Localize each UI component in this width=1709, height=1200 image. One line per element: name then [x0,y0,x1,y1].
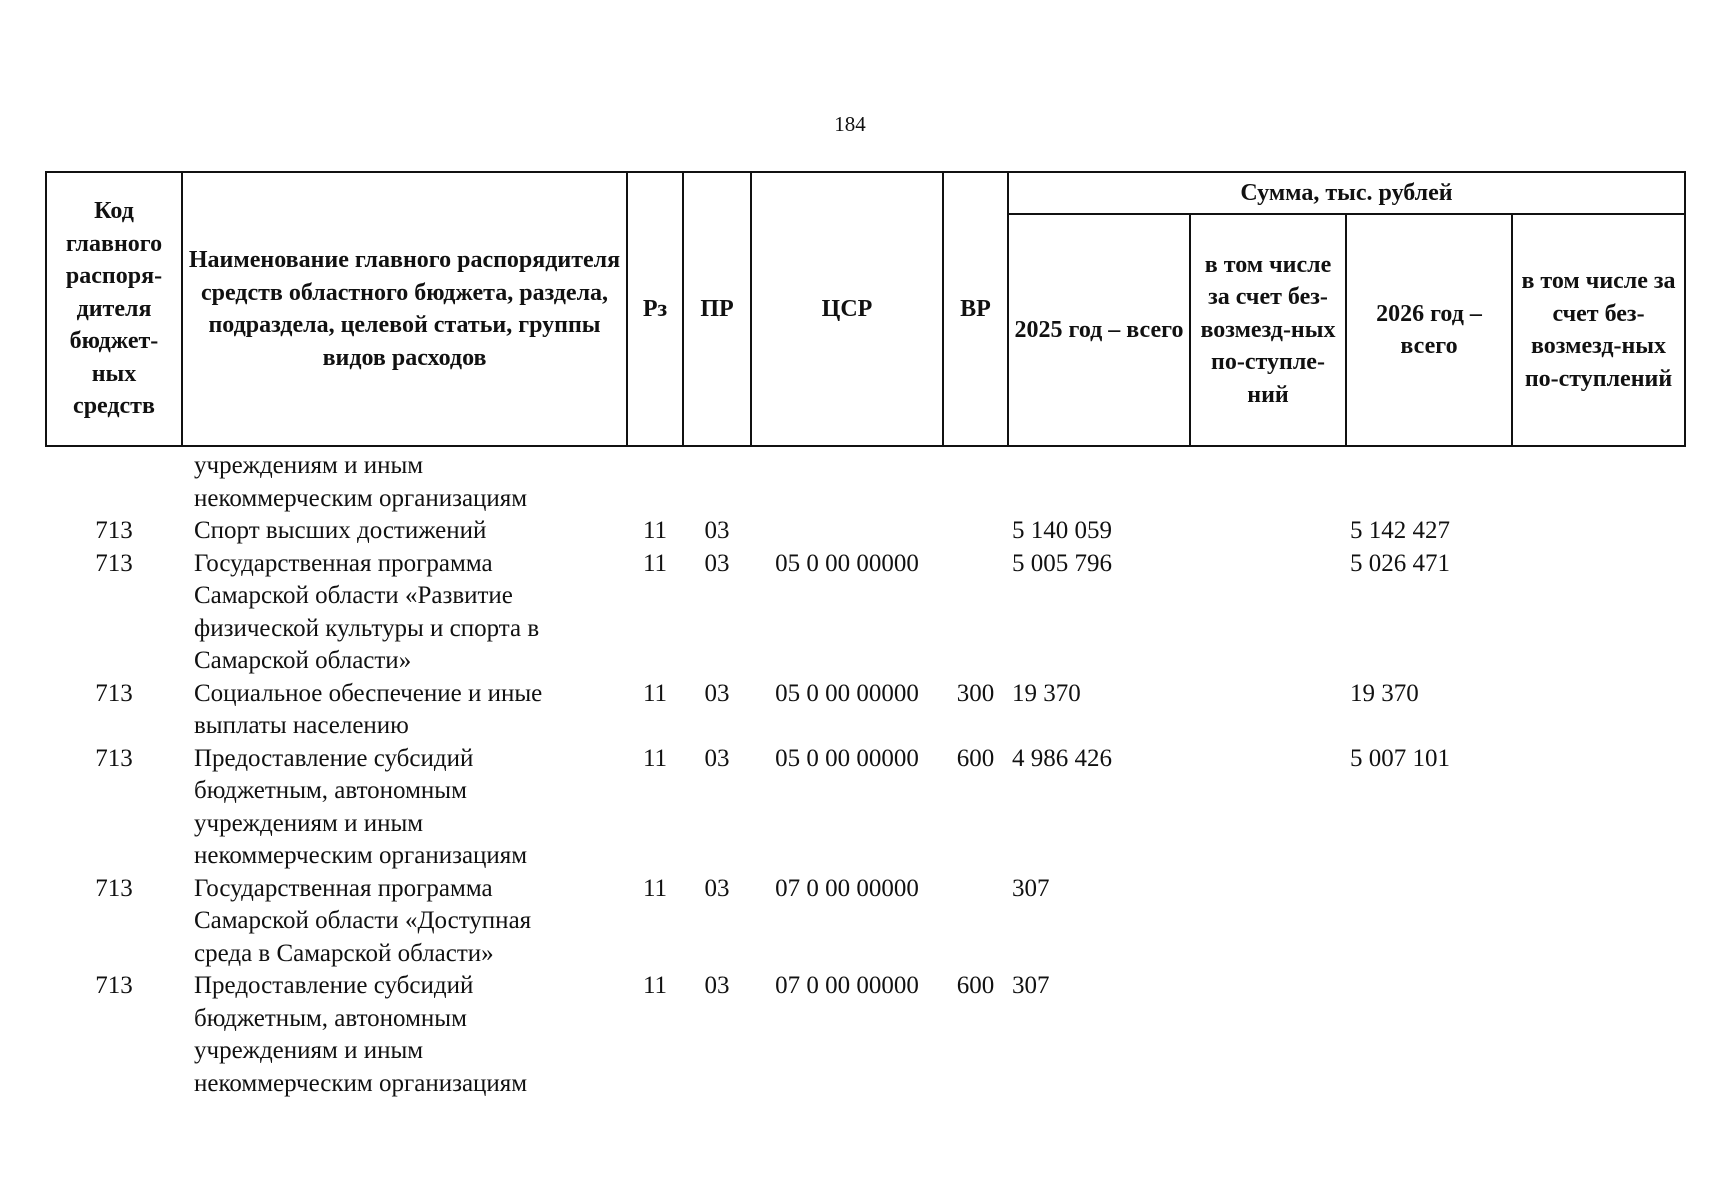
cell-y2026-free [1512,446,1685,515]
header-2026-free: в том числе за счет без-возмезд-ных по-ступлений [1512,214,1685,446]
cell-pr: 03 [704,517,730,544]
page-number: 184 [834,112,866,136]
cell-y2025-free [1190,873,1346,971]
cell-name: учреждениям и иным некоммерческим организациям [194,452,528,512]
cell-y2026-free [1512,873,1685,971]
cell-y2026: 5 007 101 [1350,744,1450,772]
cell-y2026: 5 026 471 [1350,549,1450,577]
cell-name: Спорт высших достижений [194,517,487,544]
header-pr: ПР [683,172,751,446]
cell-name: Предоставление субсидий бюджетным, автономным учреждениям и иным некоммерческим организациям [194,744,528,869]
cell-y2026-free [1512,678,1685,743]
cell-y2026: 5 142 427 [1350,517,1450,544]
cell-vr [943,873,1008,971]
cell-pr [683,446,751,515]
cell-csr: 07 0 00 00000 [775,972,919,999]
cell-y2025: 5 140 059 [1012,517,1112,544]
cell-vr [943,515,1008,548]
cell-code: 713 [95,517,133,544]
cell-y2025-free [1190,970,1346,1100]
cell-rz [627,446,683,515]
header-vr: ВР [943,172,1008,446]
cell-y2025-free [1190,446,1346,515]
cell-vr [943,446,1008,515]
cell-code: 713 [95,874,133,902]
cell-csr: 05 0 00 00000 [775,679,919,707]
cell-rz: 11 [642,972,668,999]
cell-y2025-free [1190,548,1346,678]
table-row [46,743,1685,873]
header-name: Наименование главного распорядителя средств областного бюджета, раздела, подраздела, целевой статьи, группы видов расходов [182,172,627,446]
cell-rz: 11 [642,549,668,577]
cell-rz: 11 [642,679,668,707]
table-row [46,678,1685,743]
table-row [46,446,1685,515]
cell-code: 713 [95,549,133,577]
cell-pr: 03 [704,874,730,902]
cell-name: Государственная программа Самарской области «Доступная среда в Самарской области» [194,874,532,967]
table-row [46,515,1685,548]
cell-rz: 11 [642,874,668,902]
cell-name: Социальное обеспечение и иные выплаты населению [194,679,543,739]
cell-y2025: 307 [1012,874,1050,902]
cell-y2026-free [1512,548,1685,678]
cell-code: 713 [95,744,133,772]
header-2025-total: 2025 год – всего [1008,214,1190,446]
cell-y2026 [1346,873,1512,971]
cell-name: Государственная программа Самарской области «Развитие физической культуры и спорта в Самарской области» [194,549,540,674]
cell-pr: 03 [704,679,730,707]
cell-rz: 11 [642,517,668,544]
cell-vr [943,548,1008,678]
cell-y2026-free [1512,515,1685,548]
cell-y2025-free [1190,515,1346,548]
header-csr: ЦСР [751,172,943,446]
cell-vr: 600 [956,972,995,999]
cell-y2026 [1346,446,1512,515]
table-row [46,873,1685,971]
cell-csr: 05 0 00 00000 [775,549,919,577]
cell-y2026-free [1512,970,1685,1100]
cell-vr: 300 [956,679,995,707]
cell-pr: 03 [704,972,730,999]
cell-pr: 03 [704,549,730,577]
cell-y2025: 5 005 796 [1012,549,1112,577]
cell-y2025: 4 986 426 [1012,744,1112,772]
cell-csr: 07 0 00 00000 [775,874,919,902]
cell-y2025-free [1190,743,1346,873]
cell-y2025-free [1190,678,1346,743]
cell-rz: 11 [642,744,668,772]
cell-code [46,446,182,515]
table-header [46,172,1685,446]
budget-table [45,171,1686,1100]
table-body [46,446,1685,1100]
cell-name: Предоставление субсидий бюджетным, автономным учреждениям и иным некоммерческим организациям [194,972,528,1097]
cell-y2025 [1008,446,1190,515]
cell-csr [751,515,943,548]
cell-pr: 03 [704,744,730,772]
header-sum: Сумма, тыс. рублей [1008,172,1685,214]
header-2026-total: 2026 год – всего [1346,214,1512,446]
cell-y2025: 307 [1012,972,1050,999]
table-row [46,970,1685,1100]
cell-y2025: 19 370 [1012,679,1081,707]
cell-csr [751,446,943,515]
cell-code: 713 [95,972,133,999]
cell-csr: 05 0 00 00000 [775,744,919,772]
header-rz: Рз [627,172,683,446]
cell-vr: 600 [956,744,995,772]
cell-code: 713 [95,679,133,707]
table-row [46,548,1685,678]
cell-y2026 [1346,970,1512,1100]
cell-y2026: 19 370 [1350,679,1419,707]
header-code: Код главного распоря-дителя бюджет-ных средств [46,172,182,446]
cell-y2026-free [1512,743,1685,873]
header-2025-free: в том числе за счет без-возмезд-ных по-ступле-ний [1190,214,1346,446]
